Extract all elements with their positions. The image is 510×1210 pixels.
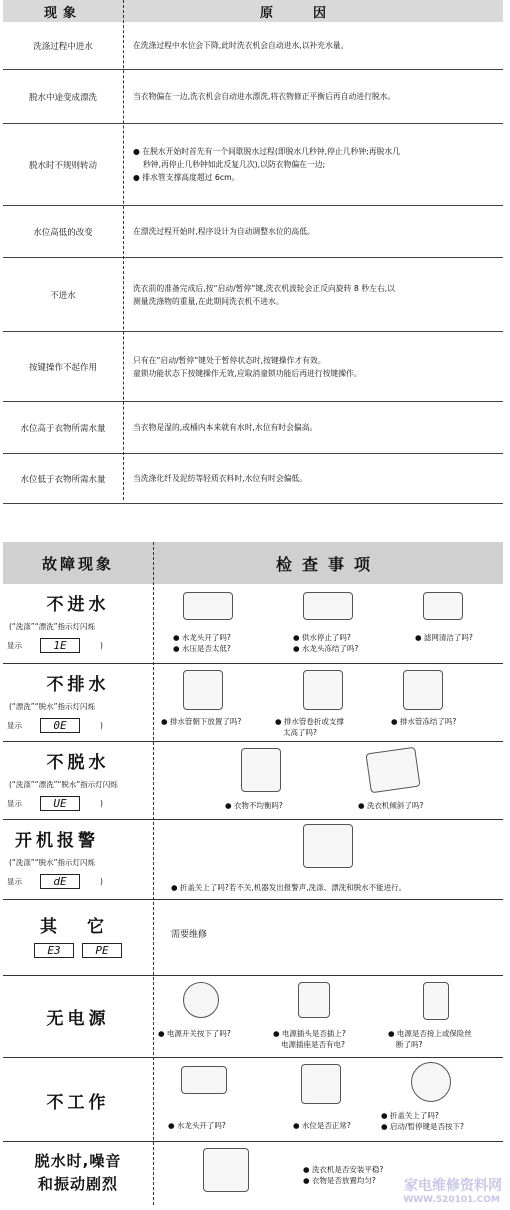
symptom-cell: 不进水 — [50, 290, 76, 301]
error-code: UE — [40, 796, 80, 811]
checks-cell — [153, 976, 503, 1057]
error-code: 0E — [40, 718, 80, 733]
fault-cell — [3, 900, 153, 975]
fault-note: (“漂洗”“脱水”指示灯闪烁 — [9, 702, 95, 711]
table-row — [3, 332, 503, 402]
checks-cell — [153, 584, 503, 663]
check-text: ● 水位是否正常? — [293, 1121, 351, 1130]
symptom-cell: 脱水时不规则转动 — [28, 160, 97, 171]
faucet-icon — [183, 592, 233, 620]
table-row — [3, 900, 503, 976]
checks-cell — [153, 664, 503, 741]
column-divider — [123, 0, 124, 500]
power-switch-icon — [183, 982, 219, 1018]
display-label: 显示 — [7, 877, 22, 886]
faucet-icon — [303, 592, 353, 620]
check-text: ● 电源是否接上或保险丝 断了吗? — [388, 1029, 472, 1049]
error-code: PE — [82, 943, 122, 958]
table-row — [3, 402, 503, 454]
plug-icon — [298, 982, 330, 1018]
fault-note: (“洗涤”“漂洗”“脱水”指示灯闪烁 — [9, 780, 118, 789]
check-text: ● 滤网清洁了吗? — [415, 633, 473, 642]
reason-line: ● 在脱水开始时首先有一个间歇脱水过程(即脱水几秒钟,停止几秒钟;再脱水几 — [133, 147, 400, 156]
display-line — [7, 638, 149, 653]
check-text: ● 折盖关上了吗?若不关,机器发出报警声,洗涤、漂洗和脱水不能进行。 — [171, 883, 407, 892]
troubleshoot-table — [3, 542, 503, 1210]
table-row — [3, 258, 503, 332]
table-row — [3, 124, 503, 206]
paren: ) — [100, 641, 103, 650]
table-row — [3, 664, 503, 742]
check-text: ● 排水管朝下放置了吗? — [161, 717, 242, 726]
reason-cell — [123, 354, 503, 380]
fault-cell — [3, 976, 153, 1057]
table-row — [3, 70, 503, 124]
table-row — [3, 1058, 503, 1142]
header-fault: 故障现象 — [41, 554, 114, 573]
cause-table-header — [3, 0, 503, 22]
display-line — [7, 718, 149, 733]
check-text: ● 水龙头开了吗? ● 水压是否太低? — [173, 633, 231, 653]
table-row — [3, 742, 503, 820]
reason-cell: 当洗涤化纤及泥纺等轻质衣料时,水位有时会偏低。 — [133, 474, 308, 483]
reason-line: ● 排水管支撑高度超过 6cm。 — [133, 173, 240, 182]
paren: ) — [100, 799, 103, 808]
reason-line: 秒钟,再停止几秒钟如此反复几次),以防衣物偏在一边; — [143, 160, 326, 169]
watermark-text: 家电维修资料网 — [404, 1178, 502, 1194]
fault-title: 和振动剧烈 — [37, 1175, 118, 1193]
paren: ) — [100, 877, 103, 886]
fuse-icon — [423, 982, 449, 1020]
start-button-icon — [411, 1062, 451, 1102]
washer-icon — [303, 670, 343, 710]
display-line — [7, 796, 149, 811]
table-row — [3, 454, 503, 504]
fault-cell — [3, 584, 153, 663]
reason-cell — [123, 282, 503, 308]
check-text: ● 洗衣机倾斜了吗? — [358, 801, 424, 810]
symptom-cell: 洗涤过程中进水 — [33, 41, 93, 52]
fault-title: 脱水时,噪音 — [34, 1152, 122, 1170]
checks-cell — [153, 1058, 503, 1141]
checks-cell — [153, 900, 503, 975]
symptom-cell: 按键操作不起作用 — [28, 362, 97, 373]
fault-title: 开机报警 — [15, 831, 99, 851]
fault-title: 不脱水 — [46, 753, 110, 773]
reason-line: 只有在“启动/暂停”键处于暂停状态时,按键操作才有效。 — [133, 355, 326, 365]
error-code: dE — [40, 874, 80, 889]
fault-note: (“洗涤”“脱水”指示灯闪烁 — [9, 858, 95, 867]
check-text: ● 折盖关上了吗? ● 启动/暂停键是否按下? — [381, 1111, 464, 1131]
reason-line: 测量洗涤物的重量,在此期间洗衣机不进水。 — [133, 296, 284, 306]
checks-cell — [153, 742, 503, 819]
reason-cell: 在漂洗过程开始时,程序设计为自动调整水位的高低。 — [133, 227, 315, 236]
tilted-washer-icon — [365, 747, 420, 794]
display-label: 显示 — [7, 721, 22, 730]
reason-cell: 当衣物偏在一边,洗衣机会自动进水漂洗,将衣物修正平衡后再自动进行脱水。 — [133, 92, 396, 101]
filter-icon — [423, 592, 463, 620]
fault-title: 不进水 — [46, 595, 110, 615]
cause-table — [3, 0, 503, 504]
faucet-icon — [181, 1066, 227, 1094]
check-text: 需要维修 — [171, 930, 208, 940]
display-line — [7, 874, 149, 889]
table-row — [3, 976, 503, 1058]
fault-cell — [3, 742, 153, 819]
fault-cell — [3, 664, 153, 741]
checks-cell — [153, 820, 503, 899]
table-row — [3, 584, 503, 664]
fault-cell — [3, 1142, 153, 1210]
check-text: ● 排水管卷折或支撑 太高了吗? — [275, 717, 344, 737]
header-reason: 原因 — [259, 5, 366, 21]
table-row — [3, 22, 503, 70]
reason-line: 洗衣前的准备完成后,按“启动/暂停”键,洗衣机波轮会正反向旋转 8 秒左右,以 — [133, 283, 395, 293]
display-label: 显示 — [7, 799, 22, 808]
symptom-cell: 脱水中途变成漂洗 — [28, 92, 97, 103]
table-row — [3, 206, 503, 258]
fault-cell — [3, 820, 153, 899]
error-code: E3 — [34, 943, 74, 958]
check-text: ● 洗衣机是否安装平稳? ● 衣物是否放置均匀? — [303, 1165, 384, 1185]
vibrating-washer-icon — [203, 1148, 249, 1192]
column-divider — [153, 542, 154, 1205]
fault-title: 其 它 — [40, 917, 116, 937]
header-checks: 检查事项 — [275, 554, 380, 574]
header-symptom: 现象 — [43, 5, 82, 21]
table-row — [3, 820, 503, 900]
reason-cell: 当衣物是湿的,或桶内本来就有水时,水位有时会偏高。 — [133, 423, 318, 432]
washer-icon — [183, 670, 223, 710]
display-label: 显示 — [7, 641, 22, 650]
washer-icon — [403, 670, 443, 710]
fault-title: 无电源 — [46, 1009, 110, 1029]
fault-note: (“洗涤”“漂洗”指示灯闪烁 — [9, 622, 95, 631]
reason-cell — [123, 145, 503, 184]
error-code: 1E — [40, 638, 80, 653]
check-text: ● 衣物不均衡吗? — [225, 801, 283, 810]
reason-cell: 在洗涤过程中水位会下降,此时洗衣机会自动进水,以补充水量。 — [133, 41, 349, 50]
check-text: ● 排水管冻结了吗? — [391, 717, 457, 726]
check-text: ● 电源开关按下了吗? — [158, 1029, 231, 1038]
troubleshoot-table-header — [3, 542, 503, 584]
washer-icon — [301, 1064, 341, 1104]
alarm-washer-icon — [303, 824, 353, 868]
fault-cell — [3, 1058, 153, 1141]
symptom-cell: 水位高于衣物所需水量 — [20, 423, 106, 434]
symptom-cell: 水位高低的改变 — [33, 227, 93, 238]
paren: ) — [100, 721, 103, 730]
watermark-url: WWW.520101.COM — [403, 1195, 500, 1205]
fault-title: 不工作 — [46, 1093, 110, 1113]
fault-title: 不排水 — [46, 675, 110, 695]
check-text: ● 供水停止了吗? ● 水龙头冻结了吗? — [293, 633, 359, 653]
symptom-cell: 水位低于衣物所需水量 — [20, 474, 106, 485]
reason-line: 童锁功能状态下按键操作无效,应取消童锁功能后再进行按键操作。 — [133, 368, 362, 378]
check-text: ● 水龙头开了吗? — [168, 1121, 226, 1130]
washer-icon — [241, 748, 281, 792]
check-text: ● 电源插头是否插上? 电源插座是否有电? — [273, 1029, 346, 1049]
